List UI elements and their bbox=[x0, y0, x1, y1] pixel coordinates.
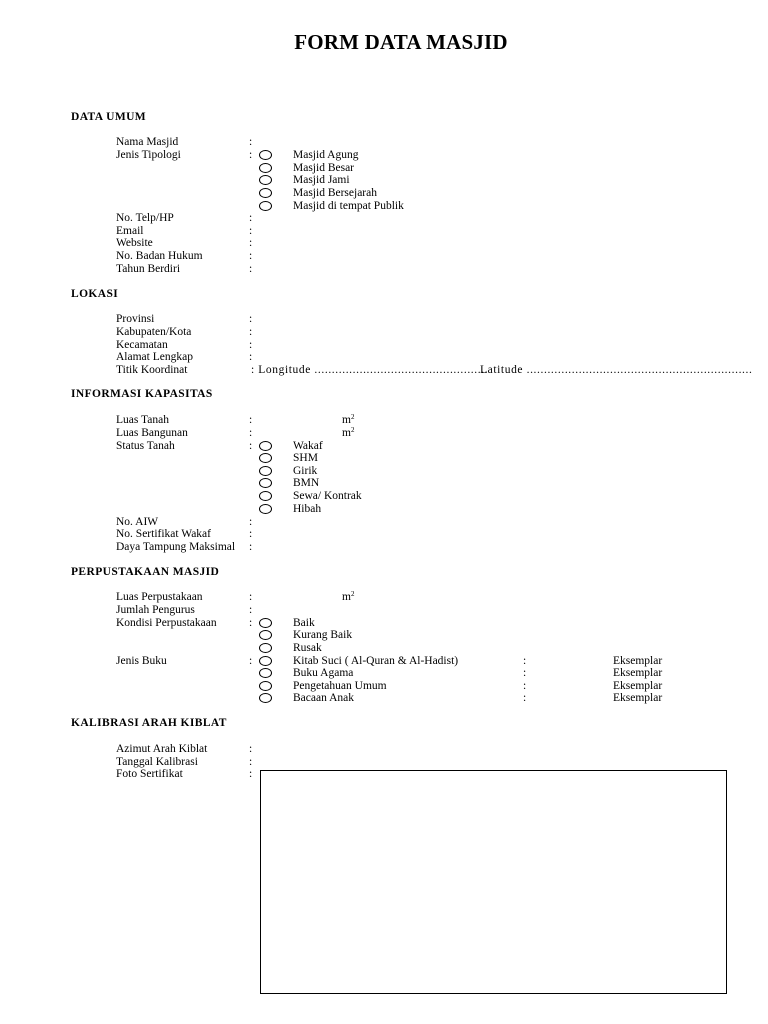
field-daya-tampung[interactable] bbox=[0, 541, 768, 554]
field-alamat[interactable] bbox=[0, 351, 768, 364]
colon: : bbox=[249, 225, 253, 237]
radio-circle-icon[interactable] bbox=[259, 643, 272, 653]
label-email: Email bbox=[116, 225, 144, 237]
page-title: FORM DATA MASJID bbox=[294, 30, 508, 54]
label-foto-sertifikat: Foto Sertifikat bbox=[116, 768, 183, 780]
radio-option-shm[interactable] bbox=[0, 452, 768, 465]
colon: : bbox=[249, 212, 253, 224]
unit-square-meter: $m^2$ bbox=[342, 413, 355, 426]
photo-upload-box[interactable] bbox=[260, 770, 727, 994]
radio-circle-icon[interactable] bbox=[259, 201, 272, 211]
field-azimut[interactable] bbox=[0, 743, 768, 756]
colon: : bbox=[249, 440, 253, 452]
colon: : bbox=[249, 237, 253, 249]
colon: : bbox=[523, 692, 527, 704]
option-label: Masjid Jami bbox=[293, 174, 350, 186]
radio-option-sewa[interactable] bbox=[0, 490, 768, 503]
colon: : bbox=[249, 414, 253, 426]
field-provinsi[interactable] bbox=[0, 313, 768, 326]
radio-option-masjid-bersejarah[interactable] bbox=[0, 187, 768, 200]
radio-circle-icon[interactable] bbox=[259, 175, 272, 185]
field-sertifikat-wakaf[interactable] bbox=[0, 528, 768, 541]
radio-circle-icon[interactable] bbox=[259, 491, 272, 501]
option-label: SHM bbox=[293, 452, 318, 464]
colon: : bbox=[249, 516, 253, 528]
radio-circle-icon[interactable] bbox=[259, 441, 272, 451]
section-heading-lokasi: LOKASI bbox=[71, 288, 119, 300]
field-titik-koordinat[interactable] bbox=[0, 364, 768, 377]
colon: : bbox=[249, 250, 253, 262]
colon: : bbox=[249, 541, 253, 553]
radio-option-hibah[interactable] bbox=[0, 503, 768, 516]
colon: : bbox=[249, 743, 253, 755]
field-kabupaten[interactable] bbox=[0, 326, 768, 339]
unit-square-meter: $m^2$ bbox=[342, 426, 355, 439]
colon: : bbox=[249, 149, 253, 161]
field-luas-perpustakaan[interactable] bbox=[0, 591, 768, 604]
radio-circle-icon[interactable] bbox=[259, 681, 272, 691]
label-aiw: No. AIW bbox=[116, 516, 159, 528]
label-jenis-tipologi: Jenis Tipologi bbox=[116, 149, 181, 161]
radio-circle-icon[interactable] bbox=[259, 630, 272, 640]
label-status-tanah: Status Tanah bbox=[116, 440, 175, 452]
label-sertifikat-wakaf: No. Sertifikat Wakaf bbox=[116, 528, 211, 540]
radio-option-kurang-baik[interactable] bbox=[0, 629, 768, 642]
label-website: Website bbox=[116, 237, 153, 249]
label-provinsi: Provinsi bbox=[116, 313, 155, 325]
eksemplar-label: Eksemplar bbox=[613, 680, 663, 692]
section-heading-data-umum: DATA UMUM bbox=[71, 111, 147, 123]
label-telp: No. Telp/HP bbox=[116, 212, 174, 224]
colon: : bbox=[249, 591, 253, 603]
colon: : bbox=[249, 326, 253, 338]
label-jumlah-pengurus: Jumlah Pengurus bbox=[116, 604, 195, 616]
option-label: Pengetahuan Umum bbox=[293, 680, 387, 692]
label-luas-bangunan: Luas Bangunan bbox=[116, 427, 188, 439]
option-label: Kurang Baik bbox=[293, 629, 353, 641]
section-heading-kiblat: KALIBRASI ARAH KIBLAT bbox=[71, 717, 227, 729]
radio-circle-icon[interactable] bbox=[259, 656, 272, 666]
field-luas-bangunan[interactable] bbox=[0, 427, 768, 440]
radio-circle-icon[interactable] bbox=[259, 668, 272, 678]
colon: : bbox=[523, 655, 527, 667]
radio-circle-icon[interactable] bbox=[259, 188, 272, 198]
radio-circle-icon[interactable] bbox=[259, 466, 272, 476]
option-label: Sewa/ Kontrak bbox=[293, 490, 362, 502]
label-azimut: Azimut Arah Kiblat bbox=[116, 743, 208, 755]
label-daya-tampung: Daya Tampung Maksimal bbox=[116, 541, 236, 553]
radio-option-masjid-agung[interactable] bbox=[0, 149, 768, 162]
radio-circle-icon[interactable] bbox=[259, 693, 272, 703]
field-nama-masjid[interactable] bbox=[0, 136, 768, 149]
option-label: Masjid Bersejarah bbox=[293, 187, 377, 199]
section-heading-perpustakaan: PERPUSTAKAAN MASJID bbox=[71, 566, 220, 578]
colon: : bbox=[523, 680, 527, 692]
eksemplar-label: Eksemplar bbox=[613, 692, 663, 704]
checkbox-option-buku-agama[interactable] bbox=[0, 667, 768, 680]
colon: : bbox=[249, 617, 253, 629]
colon: : bbox=[249, 263, 253, 275]
radio-circle-icon[interactable] bbox=[259, 478, 272, 488]
colon: : bbox=[249, 655, 253, 667]
option-label: Masjid di tempat Publik bbox=[293, 200, 404, 212]
section-heading-kapasitas: INFORMASI KAPASITAS bbox=[71, 388, 213, 400]
option-label: Hibah bbox=[293, 503, 322, 515]
label-tahun-berdiri: Tahun Berdiri bbox=[116, 263, 181, 275]
option-label: Bacaan Anak bbox=[293, 692, 354, 704]
label-alamat: Alamat Lengkap bbox=[116, 351, 193, 363]
label-tanggal-kalibrasi: Tanggal Kalibrasi bbox=[116, 756, 198, 768]
option-label: Girik bbox=[293, 465, 318, 477]
longitude-field[interactable]: : Longitude .................................................. bbox=[251, 364, 489, 376]
colon: : bbox=[249, 136, 253, 148]
option-label: Masjid Agung bbox=[293, 149, 359, 161]
label-luas-tanah: Luas Tanah bbox=[116, 414, 169, 426]
colon: : bbox=[249, 604, 253, 616]
checkbox-option-bacaan-anak[interactable] bbox=[0, 692, 768, 705]
radio-option-bmn[interactable] bbox=[0, 477, 768, 490]
option-label: Masjid Besar bbox=[293, 162, 355, 174]
label-titik-koordinat: Titik Koordinat bbox=[116, 364, 188, 376]
radio-circle-icon[interactable] bbox=[259, 618, 272, 628]
radio-option-rusak[interactable] bbox=[0, 642, 768, 655]
colon: : bbox=[249, 427, 253, 439]
radio-circle-icon[interactable] bbox=[259, 504, 272, 514]
option-label: Rusak bbox=[293, 642, 322, 654]
field-luas-tanah[interactable] bbox=[0, 414, 768, 427]
eksemplar-label: Eksemplar bbox=[613, 667, 663, 679]
colon: : bbox=[249, 756, 253, 768]
option-label: Baik bbox=[293, 617, 315, 629]
label-nama-masjid: Nama Masjid bbox=[116, 136, 179, 148]
option-label: BMN bbox=[293, 477, 320, 489]
field-jumlah-pengurus[interactable] bbox=[0, 604, 768, 617]
radio-circle-icon[interactable] bbox=[259, 150, 272, 160]
option-label: Wakaf bbox=[293, 440, 323, 452]
field-tahun-berdiri[interactable] bbox=[0, 263, 768, 276]
label-kecamatan: Kecamatan bbox=[116, 339, 168, 351]
label-jenis-buku: Jenis Buku bbox=[116, 655, 167, 667]
field-badan-hukum[interactable] bbox=[0, 250, 768, 263]
eksemplar-label: Eksemplar bbox=[613, 655, 663, 667]
option-label: Kitab Suci ( Al-Quran & Al-Hadist) bbox=[293, 655, 459, 667]
option-label: Buku Agama bbox=[293, 667, 354, 679]
colon: : bbox=[249, 313, 253, 325]
label-luas-perpustakaan: Luas Perpustakaan bbox=[116, 591, 203, 603]
field-website[interactable] bbox=[0, 237, 768, 250]
label-badan-hukum: No. Badan Hukum bbox=[116, 250, 203, 262]
unit-square-meter: $m^2$ bbox=[342, 590, 355, 603]
colon: : bbox=[249, 768, 253, 780]
colon: : bbox=[249, 339, 253, 351]
colon: : bbox=[249, 528, 253, 540]
colon: : bbox=[249, 351, 253, 363]
latitude-field[interactable]: Latitude ................................................................. bbox=[480, 364, 753, 376]
radio-option-masjid-jami[interactable] bbox=[0, 174, 768, 187]
label-kondisi-perpustakaan: Kondisi Perpustakaan bbox=[116, 617, 217, 629]
colon: : bbox=[523, 667, 527, 679]
radio-circle-icon[interactable] bbox=[259, 453, 272, 463]
radio-circle-icon[interactable] bbox=[259, 163, 272, 173]
label-kabupaten: Kabupaten/Kota bbox=[116, 326, 192, 338]
field-telp[interactable] bbox=[0, 212, 768, 225]
